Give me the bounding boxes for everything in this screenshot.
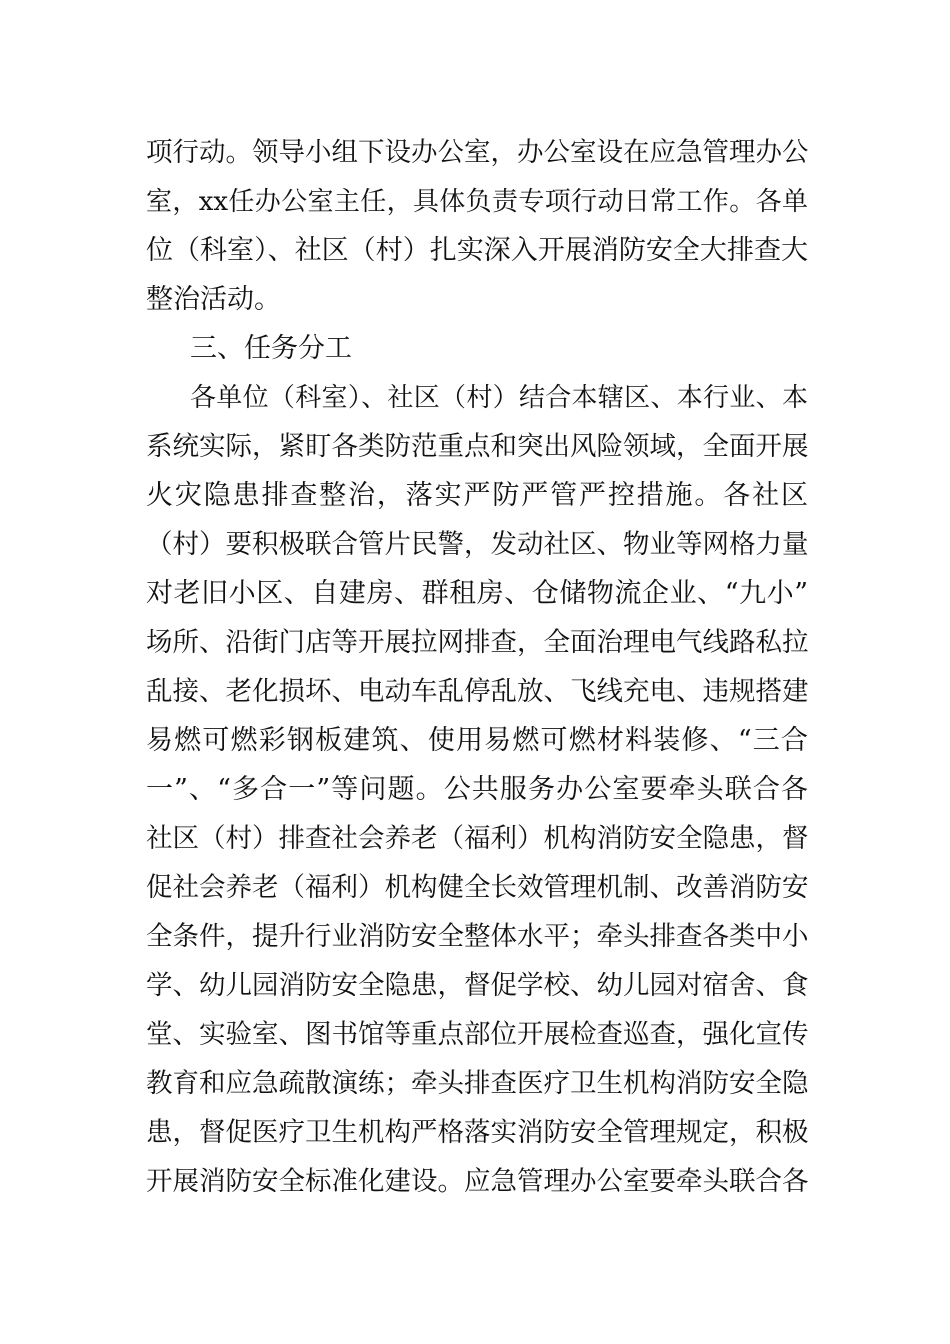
paragraph-line: （村）要积极联合管片民警，发动社区、物业等网格力量 [146, 529, 809, 560]
paragraph-line: 社区（村）排查社会养老（福利）机构消防安全隐患，督 [146, 823, 809, 854]
paragraph-line: 堂、实验室、图书馆等重点部位开展检查巡查，强化宣传 [146, 1019, 809, 1050]
paragraph-line: 教育和应急疏散演练；牵头排查医疗卫生机构消防安全隐 [146, 1068, 809, 1099]
section-heading: 三、任务分工 [190, 333, 352, 364]
paragraph-line: 各单位（科室）、社区（村）结合本辖区、本行业、本 [190, 383, 808, 413]
paragraph-line: 易燃可燃彩钢板建筑、使用易燃可燃材料装修、“三合 [146, 725, 808, 756]
paragraph-line: 整治活动。 [146, 284, 281, 315]
paragraph-line: 一”、“多合一”等问题。公共服务办公室要牵头联合各 [146, 774, 808, 805]
paragraph-line: 位（科室）、社区（村）扎实深入开展消防安全大排查大 [146, 235, 808, 266]
paragraph-line: 全条件，提升行业消防安全整体水平；牵头排查各类中小 [146, 921, 809, 952]
paragraph-line: 学、幼儿园消防安全隐患，督促学校、幼儿园对宿舍、食 [146, 970, 809, 1001]
paragraph-line: 对老旧小区、自建房、群租房、仓储物流企业、“九小” [146, 578, 808, 609]
paragraph-line: 促社会养老（福利）机构健全长效管理机制、改善消防安 [146, 872, 809, 903]
paragraph-line: 项行动。领导小组下设办公室，办公室设在应急管理办公 [146, 137, 809, 168]
paragraph-line: 场所、沿街门店等开展拉网排查，全面治理电气线路私拉 [146, 627, 809, 658]
paragraph-line: 开展消防安全标准化建设。应急管理办公室要牵头联合各 [146, 1166, 809, 1197]
paragraph-line: 患，督促医疗卫生机构严格落实消防安全管理规定，积极 [146, 1117, 809, 1148]
paragraph-line: 乱接、老化损坏、电动车乱停乱放、飞线充电、违规搭建 [146, 676, 809, 707]
paragraph-line: 系统实际，紧盯各类防范重点和突出风险领域，全面开展 [146, 431, 809, 462]
paragraph-line: 室，xx任办公室主任，具体负责专项行动日常工作。各单 [146, 187, 808, 217]
paragraph-line: 火灾隐患排查整治，落实严防严管严控措施。各社区 [146, 480, 808, 511]
